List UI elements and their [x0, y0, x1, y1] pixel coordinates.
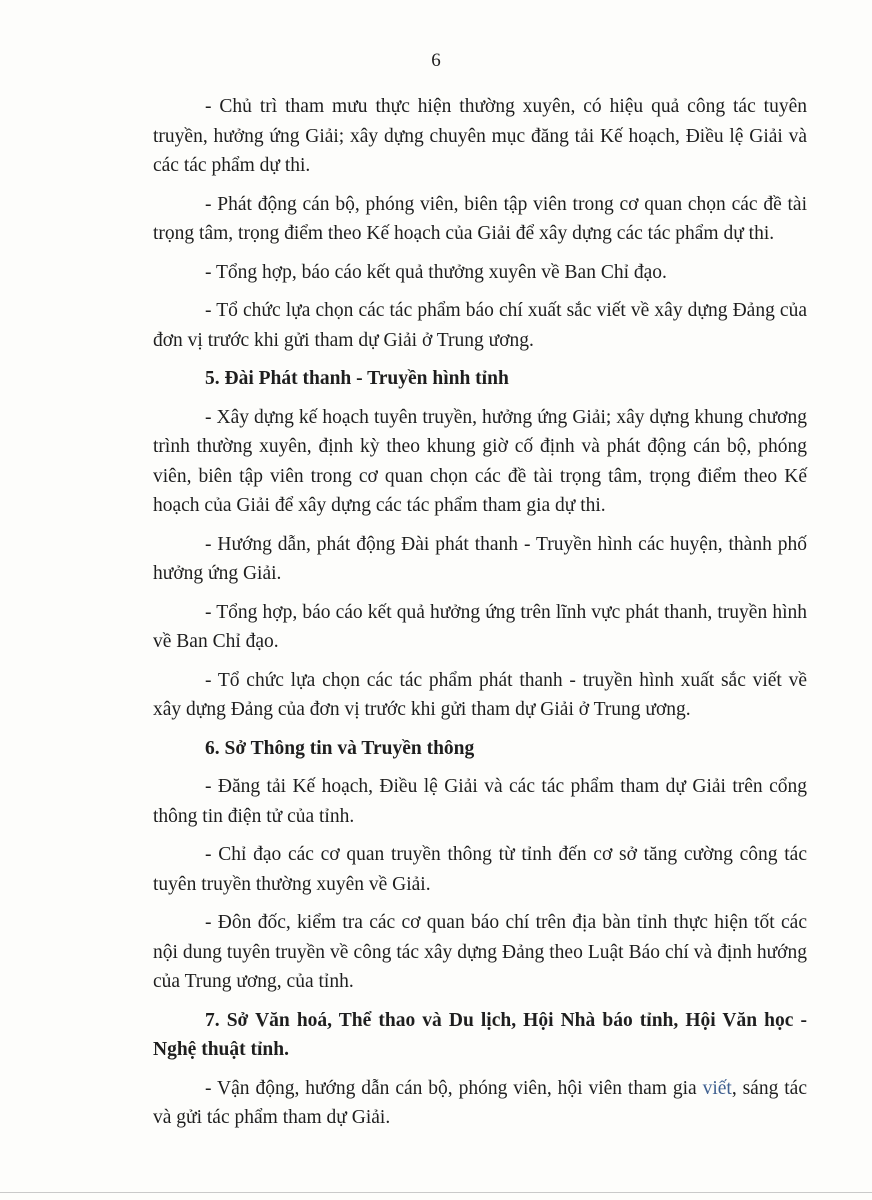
- paragraph-to-chuc: - Tổ chức lựa chọn các tác phẩm báo chí xuất sắc viết về xây dựng Đảng của đơn vị trước khi gửi tham dự Giải ở Trung ương.: [153, 300, 807, 351]
- paragraph-don-doc: - Đôn đốc, kiểm tra các cơ quan báo chí trên địa bàn tỉnh thực hiện tốt các nội dung tuyên truyền về công tác xây dựng Đảng theo Luật Báo chí và định hướng của Trung ương, của tỉnh.: [153, 912, 807, 992]
- paragraph-xay-dung-ke-hoach: - Xây dựng kế hoạch tuyên truyền, hưởng ứng Giải; xây dựng khung chương trình thường xuyên, định kỳ theo khung giờ cố định và phát động cán bộ, phóng viên, biên tập viên trong cơ quan chọn các đề tài trọng tâm, trọng điểm theo Kế hoạch của Giải để xây dựng các tác phẩm tham gia dự thi.: [153, 406, 807, 516]
- page-number: 6: [431, 50, 441, 71]
- paragraph-chu-tri: - Chủ trì tham mưu thực hiện thường xuyên, có hiệu quả công tác tuyên truyền, hưởng ứng Giải; xây dựng chuyên mục đăng tải Kế hoạch, Điều lệ Giải và các tác phẩm dự thi.: [153, 96, 807, 176]
- paragraph-van-dong-end: , sáng tác và gửi tác phẩm tham dự Giải.: [153, 1077, 807, 1128]
- paragraph-tong-hop-phat-thanh: - Tổng hợp, báo cáo kết quả hưởng ứng trên lĩnh vực phát thanh, truyền hình về Ban Chỉ đạo.: [153, 601, 807, 652]
- document-body: [153, 92, 807, 1142]
- paragraph-van-dong-start: - Vận động, hướng dẫn cán bộ, phóng viên, hội viên tham gia: [205, 1077, 703, 1099]
- section-heading-7: 7. Sở Văn hoá, Thể thao và Du lịch, Hội Nhà báo tỉnh, Hội Văn học - Nghệ thuật tỉnh.: [153, 1009, 807, 1060]
- paragraph-van-dong: [153, 1074, 807, 1133]
- paragraph-to-chuc-phat-thanh: - Tổ chức lựa chọn các tác phẩm phát thanh - truyền hình xuất sắc viết về xây dựng Đảng của đơn vị trước khi gửi tham dự Giải ở Trung ương.: [153, 669, 807, 720]
- paragraph-dang-tai: - Đăng tải Kế hoạch, Điều lệ Giải và các tác phẩm tham dự Giải trên cổng thông tin điện tử của tỉnh.: [153, 776, 807, 827]
- paragraph-phat-dong: - Phát động cán bộ, phóng viên, biên tập viên trong cơ quan chọn các đề tài trọng tâm, trọng điểm theo Kế hoạch của Giải để xây dựng các tác phẩm dự thi.: [153, 193, 807, 244]
- section-heading-6: 6. Sở Thông tin và Truyền thông: [205, 737, 475, 759]
- paragraph-van-dong-highlight: viết: [702, 1077, 732, 1099]
- paragraph-tong-hop: - Tổng hợp, báo cáo kết quả thưởng xuyên về Ban Chỉ đạo.: [205, 261, 667, 283]
- paragraph-huong-dan: - Hướng dẫn, phát động Đài phát thanh - Truyền hình các huyện, thành phố hưởng ứng Giải.: [153, 533, 807, 584]
- scan-edge-mark: [0, 1192, 872, 1193]
- paragraph-chi-dao: - Chỉ đạo các cơ quan truyền thông từ tỉnh đến cơ sở tăng cường công tác tuyên truyền thường xuyên về Giải.: [153, 844, 807, 895]
- section-heading-5: 5. Đài Phát thanh - Truyền hình tỉnh: [205, 368, 509, 389]
